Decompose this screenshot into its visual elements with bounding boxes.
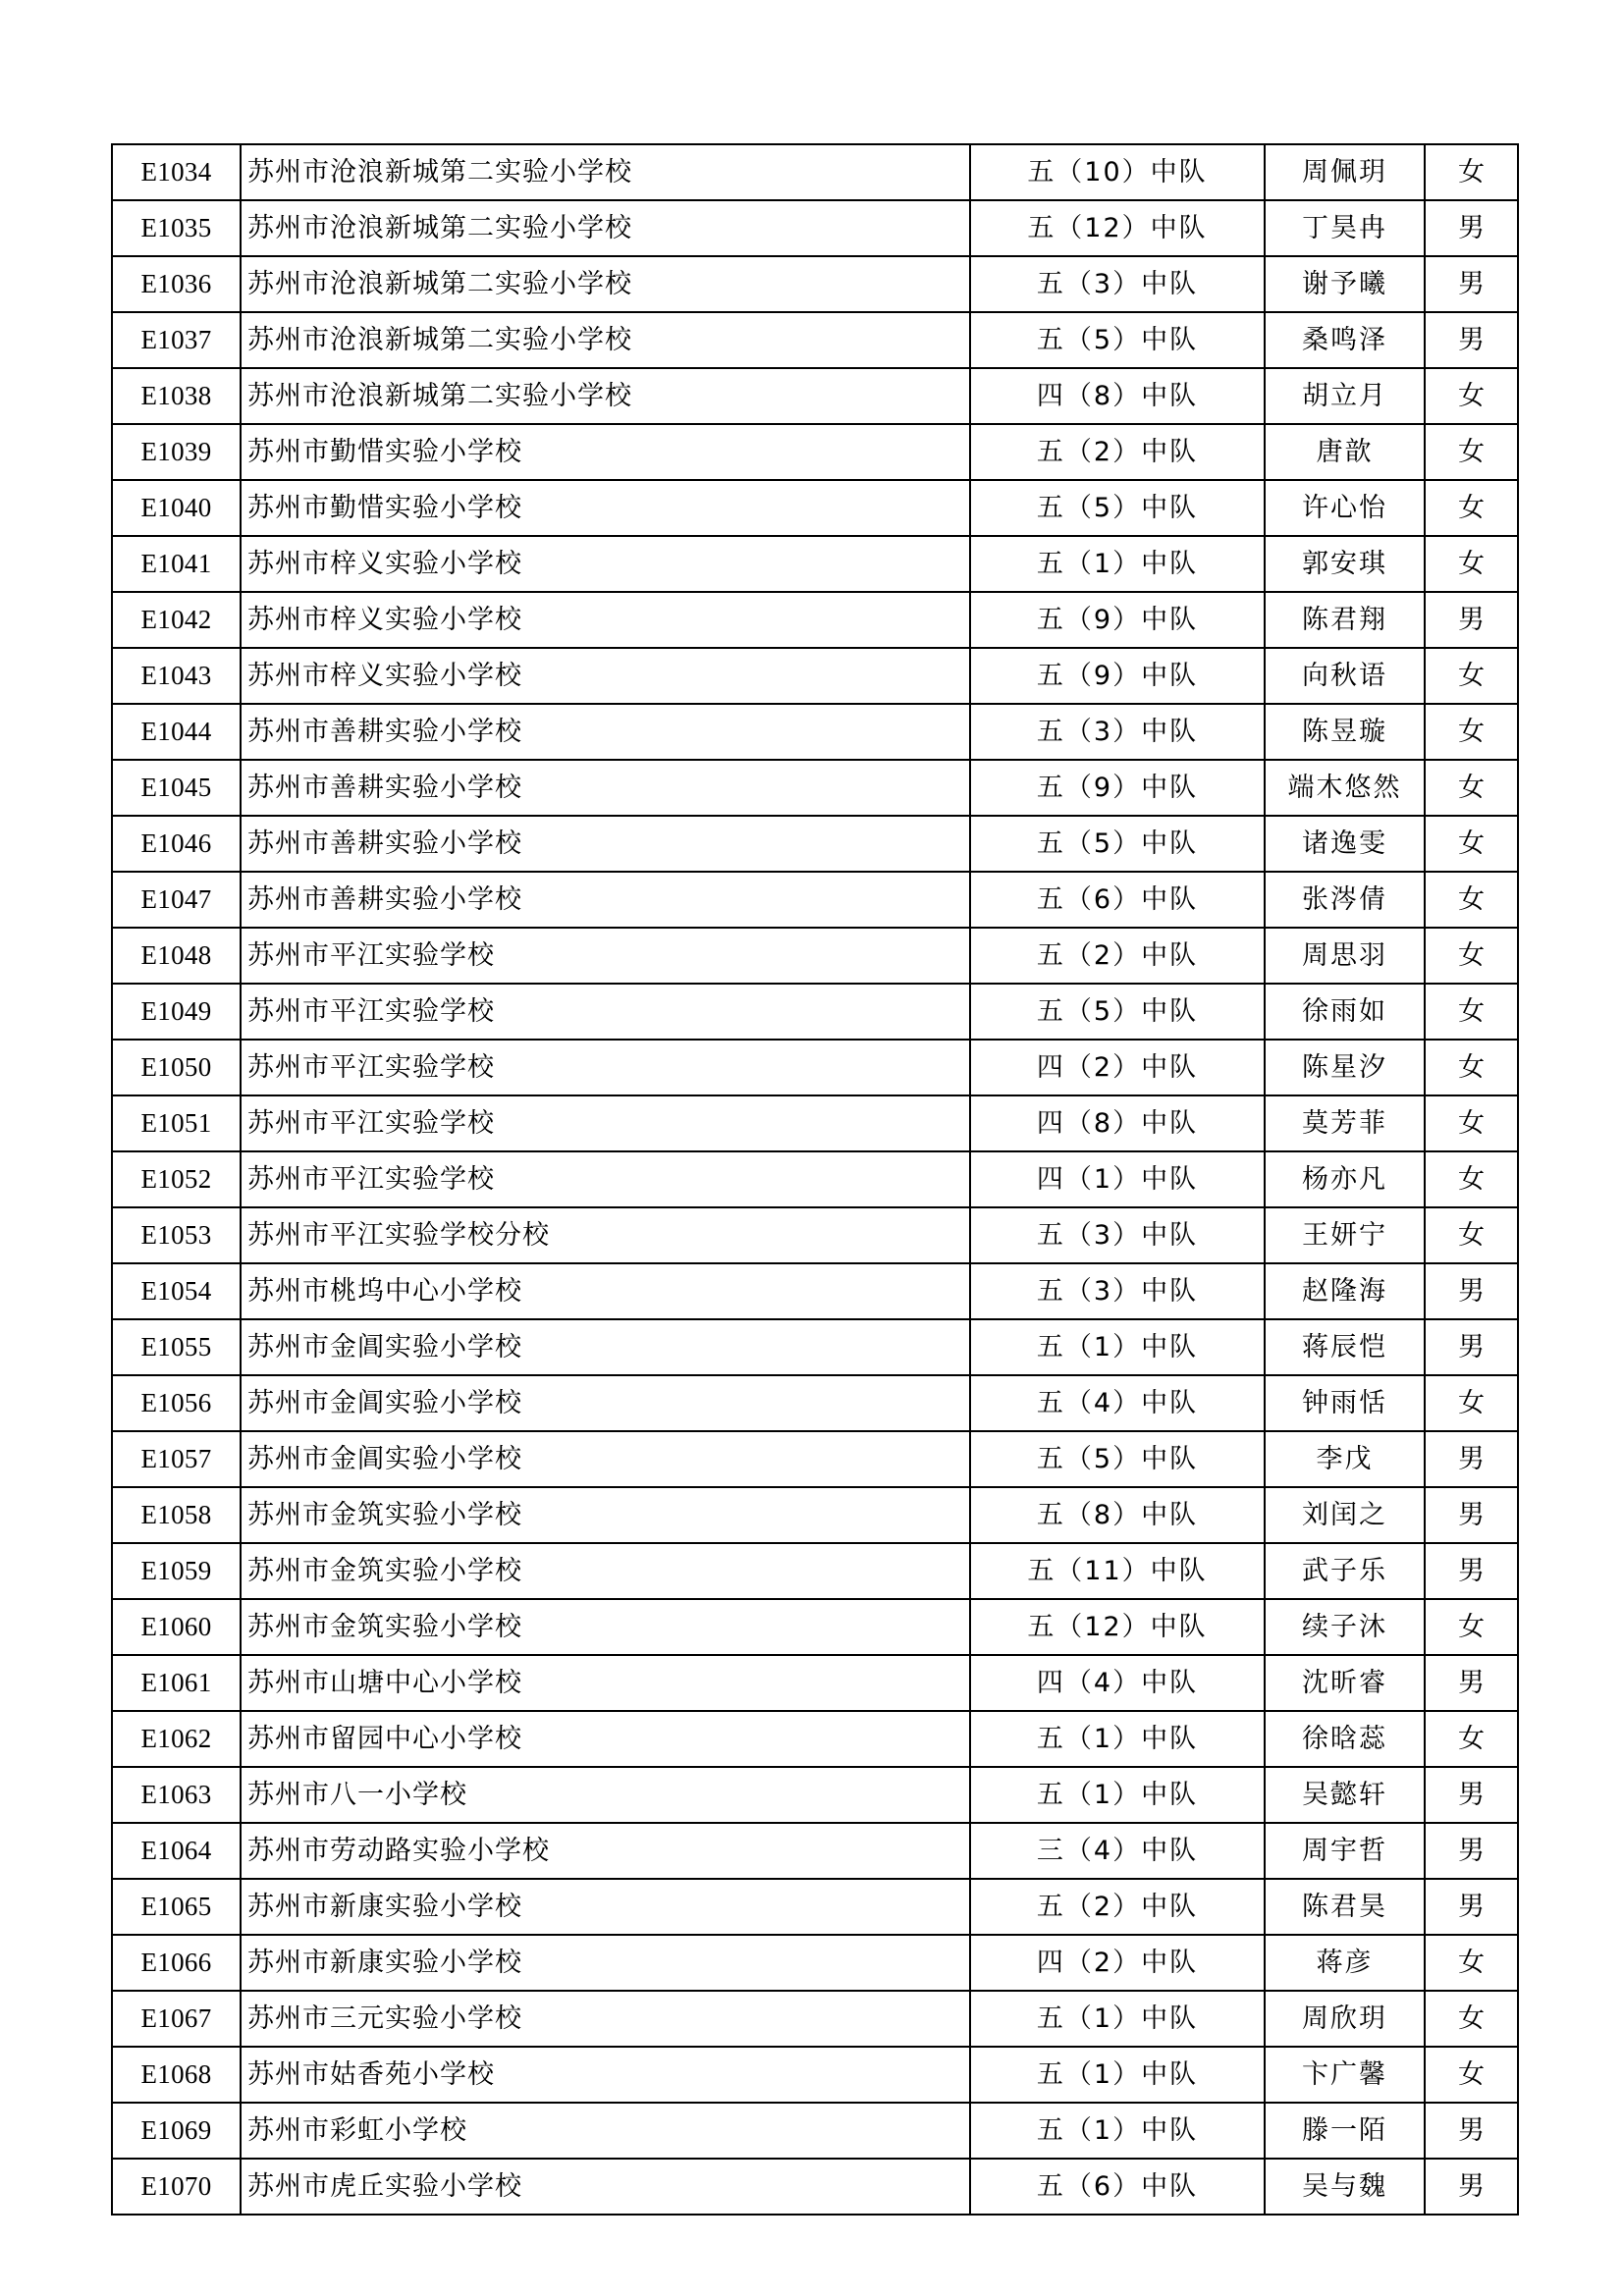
row-gender-cell: 女 [1425,928,1518,984]
row-class-cell: 五（5）中队 [970,984,1265,1040]
row-name-cell: 郭安琪 [1265,536,1425,592]
table-row [112,872,1518,928]
table-row [112,1991,1518,2047]
row-school-cell: 苏州市金阊实验小学校 [241,1319,970,1375]
row-school-cell: 苏州市金阊实验小学校 [241,1375,970,1431]
row-school-cell: 苏州市平江实验学校分校 [241,1207,970,1263]
row-gender-cell: 男 [1425,1263,1518,1319]
row-class-cell: 五（2）中队 [970,1879,1265,1935]
row-class-cell: 五（1）中队 [970,2103,1265,2159]
row-id-cell: E1046 [112,816,241,872]
row-id-cell: E1052 [112,1151,241,1207]
row-id-cell: E1067 [112,1991,241,2047]
row-class-cell: 三（4）中队 [970,1823,1265,1879]
row-name-cell: 陈星汐 [1265,1040,1425,1095]
row-id-cell: E1042 [112,592,241,648]
table-row [112,1879,1518,1935]
row-id-cell: E1062 [112,1711,241,1767]
row-school-cell: 苏州市梓义实验小学校 [241,648,970,704]
row-name-cell: 诸逸雯 [1265,816,1425,872]
row-school-cell: 苏州市平江实验学校 [241,984,970,1040]
row-id-cell: E1048 [112,928,241,984]
row-school-cell: 苏州市平江实验学校 [241,1040,970,1095]
row-name-cell: 刘闰之 [1265,1487,1425,1543]
row-gender-cell: 女 [1425,536,1518,592]
row-id-cell: E1045 [112,760,241,816]
row-gender-cell: 女 [1425,760,1518,816]
row-class-cell: 五（2）中队 [970,424,1265,480]
row-id-cell: E1035 [112,200,241,256]
row-gender-cell: 女 [1425,368,1518,424]
row-school-cell: 苏州市虎丘实验小学校 [241,2159,970,2215]
row-name-cell: 蒋辰恺 [1265,1319,1425,1375]
row-school-cell: 苏州市平江实验学校 [241,1095,970,1151]
row-class-cell: 五（3）中队 [970,704,1265,760]
table-row [112,704,1518,760]
roster-table-body [112,144,1518,2215]
row-school-cell: 苏州市三元实验小学校 [241,1991,970,2047]
row-gender-cell: 男 [1425,256,1518,312]
row-gender-cell: 女 [1425,1935,1518,1991]
row-school-cell: 苏州市金筑实验小学校 [241,1599,970,1655]
row-gender-cell: 男 [1425,1431,1518,1487]
row-school-cell: 苏州市善耕实验小学校 [241,872,970,928]
row-class-cell: 四（1）中队 [970,1151,1265,1207]
row-name-cell: 唐歆 [1265,424,1425,480]
row-gender-cell: 女 [1425,144,1518,200]
row-class-cell: 五（9）中队 [970,592,1265,648]
row-class-cell: 五（3）中队 [970,1263,1265,1319]
row-name-cell: 向秋语 [1265,648,1425,704]
row-school-cell: 苏州市善耕实验小学校 [241,816,970,872]
row-gender-cell: 男 [1425,1767,1518,1823]
row-name-cell: 桑鸣泽 [1265,312,1425,368]
row-school-cell: 苏州市沧浪新城第二实验小学校 [241,368,970,424]
row-class-cell: 四（8）中队 [970,1095,1265,1151]
table-row [112,1095,1518,1151]
row-class-cell: 五（5）中队 [970,480,1265,536]
table-row [112,1040,1518,1095]
table-row [112,1711,1518,1767]
row-school-cell: 苏州市桃坞中心小学校 [241,1263,970,1319]
row-name-cell: 滕一陌 [1265,2103,1425,2159]
row-id-cell: E1068 [112,2047,241,2103]
row-school-cell: 苏州市劳动路实验小学校 [241,1823,970,1879]
table-row [112,928,1518,984]
row-id-cell: E1064 [112,1823,241,1879]
row-class-cell: 五（5）中队 [970,312,1265,368]
table-row [112,1767,1518,1823]
table-row [112,2047,1518,2103]
row-name-cell: 周宇哲 [1265,1823,1425,1879]
row-gender-cell: 男 [1425,2159,1518,2215]
row-name-cell: 莫芳菲 [1265,1095,1425,1151]
row-class-cell: 五（8）中队 [970,1487,1265,1543]
row-class-cell: 五（1）中队 [970,1319,1265,1375]
row-school-cell: 苏州市留园中心小学校 [241,1711,970,1767]
row-class-cell: 五（5）中队 [970,816,1265,872]
table-row [112,648,1518,704]
row-id-cell: E1056 [112,1375,241,1431]
table-row [112,2159,1518,2215]
row-class-cell: 五（3）中队 [970,256,1265,312]
row-name-cell: 卞广馨 [1265,2047,1425,2103]
row-school-cell: 苏州市新康实验小学校 [241,1935,970,1991]
table-row [112,1599,1518,1655]
row-class-cell: 五（1）中队 [970,536,1265,592]
row-school-cell: 苏州市善耕实验小学校 [241,760,970,816]
row-gender-cell: 男 [1425,1319,1518,1375]
row-name-cell: 蒋彦 [1265,1935,1425,1991]
row-class-cell: 五（2）中队 [970,928,1265,984]
row-gender-cell: 男 [1425,1543,1518,1599]
row-gender-cell: 女 [1425,1711,1518,1767]
row-gender-cell: 女 [1425,1991,1518,2047]
row-id-cell: E1069 [112,2103,241,2159]
row-id-cell: E1063 [112,1767,241,1823]
row-name-cell: 徐雨如 [1265,984,1425,1040]
row-name-cell: 李戊 [1265,1431,1425,1487]
table-row [112,1263,1518,1319]
table-row [112,1431,1518,1487]
row-id-cell: E1049 [112,984,241,1040]
table-row [112,536,1518,592]
row-name-cell: 杨亦凡 [1265,1151,1425,1207]
row-school-cell: 苏州市新康实验小学校 [241,1879,970,1935]
row-id-cell: E1059 [112,1543,241,1599]
row-name-cell: 胡立月 [1265,368,1425,424]
row-id-cell: E1034 [112,144,241,200]
table-row [112,1319,1518,1375]
row-name-cell: 陈君翔 [1265,592,1425,648]
row-class-cell: 四（2）中队 [970,1040,1265,1095]
row-gender-cell: 女 [1425,984,1518,1040]
row-gender-cell: 男 [1425,1879,1518,1935]
row-gender-cell: 男 [1425,1487,1518,1543]
table-row [112,760,1518,816]
row-name-cell: 吴与魏 [1265,2159,1425,2215]
row-class-cell: 五（5）中队 [970,1431,1265,1487]
row-id-cell: E1039 [112,424,241,480]
row-id-cell: E1070 [112,2159,241,2215]
row-class-cell: 五（11）中队 [970,1543,1265,1599]
row-class-cell: 五（9）中队 [970,760,1265,816]
row-school-cell: 苏州市勤惜实验小学校 [241,480,970,536]
row-school-cell: 苏州市沧浪新城第二实验小学校 [241,256,970,312]
row-gender-cell: 男 [1425,200,1518,256]
row-name-cell: 徐晗蕊 [1265,1711,1425,1767]
row-id-cell: E1041 [112,536,241,592]
row-id-cell: E1037 [112,312,241,368]
row-gender-cell: 女 [1425,1599,1518,1655]
row-class-cell: 五（12）中队 [970,1599,1265,1655]
row-id-cell: E1047 [112,872,241,928]
table-row [112,1935,1518,1991]
row-gender-cell: 男 [1425,592,1518,648]
row-gender-cell: 女 [1425,648,1518,704]
table-row [112,984,1518,1040]
row-gender-cell: 女 [1425,1095,1518,1151]
row-id-cell: E1040 [112,480,241,536]
row-class-cell: 五（4）中队 [970,1375,1265,1431]
row-name-cell: 吴懿轩 [1265,1767,1425,1823]
row-class-cell: 五（12）中队 [970,200,1265,256]
row-name-cell: 钟雨恬 [1265,1375,1425,1431]
table-row [112,200,1518,256]
row-gender-cell: 女 [1425,424,1518,480]
table-row [112,1375,1518,1431]
row-school-cell: 苏州市勤惜实验小学校 [241,424,970,480]
row-gender-cell: 女 [1425,1151,1518,1207]
row-class-cell: 五（9）中队 [970,648,1265,704]
row-school-cell: 苏州市平江实验学校 [241,928,970,984]
row-id-cell: E1050 [112,1040,241,1095]
row-name-cell: 续子沐 [1265,1599,1425,1655]
table-row [112,368,1518,424]
row-id-cell: E1057 [112,1431,241,1487]
row-name-cell: 周佩玥 [1265,144,1425,200]
row-gender-cell: 女 [1425,872,1518,928]
row-school-cell: 苏州市山塘中心小学校 [241,1655,970,1711]
row-gender-cell: 女 [1425,1375,1518,1431]
table-row [112,1151,1518,1207]
row-id-cell: E1066 [112,1935,241,1991]
row-school-cell: 苏州市八一小学校 [241,1767,970,1823]
table-row [112,592,1518,648]
row-name-cell: 王妍宁 [1265,1207,1425,1263]
row-name-cell: 端木悠然 [1265,760,1425,816]
row-class-cell: 五（10）中队 [970,144,1265,200]
row-name-cell: 赵隆海 [1265,1263,1425,1319]
row-name-cell: 沈昕睿 [1265,1655,1425,1711]
row-id-cell: E1038 [112,368,241,424]
row-gender-cell: 女 [1425,816,1518,872]
row-gender-cell: 女 [1425,704,1518,760]
row-class-cell: 四（2）中队 [970,1935,1265,1991]
table-row [112,2103,1518,2159]
row-school-cell: 苏州市姑香苑小学校 [241,2047,970,2103]
row-id-cell: E1044 [112,704,241,760]
row-id-cell: E1055 [112,1319,241,1375]
roster-table-container [111,143,1517,2216]
row-name-cell: 陈昱璇 [1265,704,1425,760]
row-name-cell: 许心怡 [1265,480,1425,536]
row-class-cell: 五（3）中队 [970,1207,1265,1263]
table-row [112,816,1518,872]
row-school-cell: 苏州市沧浪新城第二实验小学校 [241,200,970,256]
table-row [112,144,1518,200]
row-gender-cell: 女 [1425,480,1518,536]
row-id-cell: E1060 [112,1599,241,1655]
row-gender-cell: 男 [1425,1655,1518,1711]
row-name-cell: 谢予曦 [1265,256,1425,312]
row-gender-cell: 女 [1425,1040,1518,1095]
row-gender-cell: 男 [1425,1823,1518,1879]
row-class-cell: 五（1）中队 [970,1991,1265,2047]
row-class-cell: 四（8）中队 [970,368,1265,424]
row-class-cell: 五（1）中队 [970,1767,1265,1823]
row-name-cell: 张涔倩 [1265,872,1425,928]
row-school-cell: 苏州市金阊实验小学校 [241,1431,970,1487]
roster-table [111,143,1519,2216]
row-school-cell: 苏州市善耕实验小学校 [241,704,970,760]
row-school-cell: 苏州市沧浪新城第二实验小学校 [241,144,970,200]
row-name-cell: 武子乐 [1265,1543,1425,1599]
table-row [112,1487,1518,1543]
row-id-cell: E1051 [112,1095,241,1151]
row-school-cell: 苏州市沧浪新城第二实验小学校 [241,312,970,368]
row-school-cell: 苏州市金筑实验小学校 [241,1487,970,1543]
row-school-cell: 苏州市彩虹小学校 [241,2103,970,2159]
table-row [112,1655,1518,1711]
row-gender-cell: 男 [1425,2103,1518,2159]
row-name-cell: 陈君昊 [1265,1879,1425,1935]
row-id-cell: E1058 [112,1487,241,1543]
row-gender-cell: 女 [1425,2047,1518,2103]
row-class-cell: 四（4）中队 [970,1655,1265,1711]
table-row [112,424,1518,480]
table-row [112,312,1518,368]
row-school-cell: 苏州市梓义实验小学校 [241,592,970,648]
row-school-cell: 苏州市梓义实验小学校 [241,536,970,592]
table-row [112,256,1518,312]
row-school-cell: 苏州市平江实验学校 [241,1151,970,1207]
table-row [112,480,1518,536]
row-school-cell: 苏州市金筑实验小学校 [241,1543,970,1599]
row-id-cell: E1065 [112,1879,241,1935]
row-class-cell: 五（1）中队 [970,1711,1265,1767]
row-gender-cell: 男 [1425,312,1518,368]
table-row [112,1207,1518,1263]
row-name-cell: 丁昊冉 [1265,200,1425,256]
row-id-cell: E1061 [112,1655,241,1711]
row-class-cell: 五（6）中队 [970,872,1265,928]
row-name-cell: 周思羽 [1265,928,1425,984]
row-id-cell: E1054 [112,1263,241,1319]
table-row [112,1543,1518,1599]
row-id-cell: E1036 [112,256,241,312]
row-gender-cell: 女 [1425,1207,1518,1263]
row-id-cell: E1053 [112,1207,241,1263]
row-class-cell: 五（1）中队 [970,2047,1265,2103]
row-class-cell: 五（6）中队 [970,2159,1265,2215]
row-name-cell: 周欣玥 [1265,1991,1425,2047]
table-row [112,1823,1518,1879]
row-id-cell: E1043 [112,648,241,704]
